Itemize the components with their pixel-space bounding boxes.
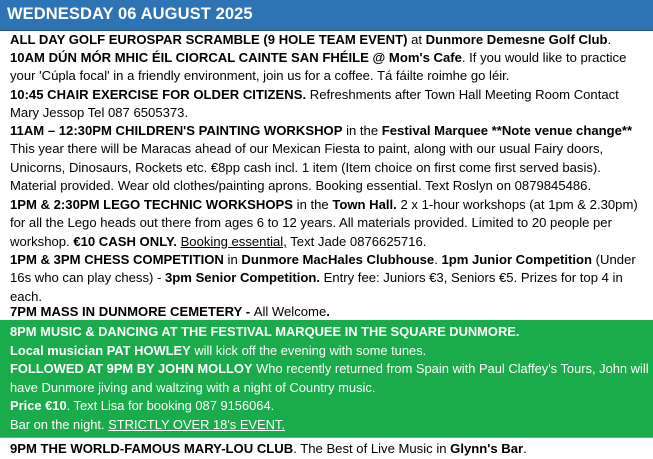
event-painting-workshop: 11AM – 12:30PM CHILDREN'S PAINTING WORKSHOP in the Festival Marquee **Note venue change** This year there will be Maracas ahead of our Mexican Fiesta to paint, along with our usual Fairy doors, Unicorns, Dinosaurs, Rockets etc. €8pp cash incl. 1 item (Item choice on first come first served basis). Material provided. Wear old clothes/painting aprons. Booking essential. Text Roslyn on 0879845486. [0,122,653,196]
event-title: 7PM MASS IN DUNMORE CEMETERY - [10,304,254,319]
event-venue: Dunmore MacHales Clubhouse [241,252,435,267]
divider [0,437,653,438]
event-description: All Welcome [253,304,327,319]
event-chess-competition: 1PM & 3PM CHESS COMPETITION in Dunmore MacHales Clubhouse. 1pm Junior Competition (Under 16s who can play chess) - 3pm Senior Competition. Entry fee: Juniors €3, Seniors €5. Prizes for top 4 in each. [10,252,636,304]
date-title: WEDNESDAY 06 AUGUST 2025 [7,5,253,23]
bar-note: Bar on the night. [10,416,109,432]
event-price: €10 CASH ONLY. [73,233,177,249]
event-cemetery-mass: 7PM MASS IN DUNMORE CEMETERY - All Welcome. [10,304,330,319]
event-title: 11AM – 12:30PM CHILDREN'S PAINTING WORKSHOP [10,123,343,138]
booking-contact: . Text Lisa for booking 087 9156064. [66,398,275,414]
event-description: Refreshments after Town Hall Meeting Room Contact Mary Jessop Tel 087 6505373. [10,87,619,121]
event-venue: Festival Marquee **Note venue change** [381,123,633,138]
event-description: 2 x 1-hour workshops (at 1pm & 2.30pm) for all the Lego heads out there from ages 6 to 12 years. All materials provided. Limited to 20 people per workshop. [10,197,638,249]
opening-act: Local musician PAT HOWLEY [10,342,191,358]
date-header [0,0,653,31]
event-description: . If you would like to practice your 'Cúpla focal' in a friendly environment, join us for a coffee. Tá fáilte roimhe go léir. [10,50,627,84]
event-music-dancing-highlight: 8PM MUSIC & DANCING AT THE FESTIVAL MARQUEE IN THE SQUARE DUNMORE. Local musician PAT HOWLEY will kick off the evening with some tunes. FOLLOWED AT 9PM BY JOHN MOLLOY Who recently returned from Spain with Paul Claffey's Tours, John will have Dunmore jiving and waltzing with a night of Country music. Price €10. Text Lisa for booking 087 9156064. Bar on the night. STRICTLY OVER 18's EVENT. [0,320,653,437]
event-title: ALL DAY GOLF EUROSPAR SCRAMBLE (9 HOLE TEAM EVENT) [10,32,408,47]
booking-note: Booking essential, [180,233,287,249]
senior-competition: 3pm Senior Competition. [165,270,320,286]
event-title: 8PM MUSIC & DANCING AT THE FESTIVAL MARQUEE IN THE SQUARE DUNMORE. [10,324,520,339]
event-title: 1PM & 3PM CHESS COMPETITION [10,252,224,267]
event-description: (Under 16s who can play chess) - [10,252,636,286]
age-restriction: STRICTLY OVER 18's EVENT. [108,416,285,432]
event-mary-lou-club: 9PM THE WORLD-FAMOUS MARY-LOU CLUB. The Best of Live Music in Glynn's Bar. [10,441,527,456]
event-description: This year there will be Maracas ahead of our Mexican Fiesta to paint, along with our usual Fairy doors, Unicorns, Dinosaurs, Rockets etc. €8pp cash incl. 1 item (Item choice on first come first served basis). Material provided. Wear old clothes/painting aprons. Booking essential. Text Roslyn on 0879845486. [10,141,604,194]
event-irish-conversation [0,49,653,86]
entry-fee: Entry fee: Juniors €3, Seniors €5. Prizes for top 4 in each. [10,270,623,304]
event-venue: Glynn's Bar [450,441,524,456]
junior-competition: 1pm Junior Competition [441,252,593,267]
event-venue: Town Hall. [332,197,397,212]
event-chair-exercise [0,86,653,123]
event-venue: Dunmore Demesne Golf Club [425,32,608,47]
event-title: 10:45 CHAIR EXERCISE FOR OLDER CITIZENS. [10,87,307,102]
event-lego-workshops: 1PM & 2:30PM LEGO TECHNIC WORKSHOPS in the Town Hall. 2 x 1-hour workshops (at 1pm & 2.30pm) for all the Lego heads out there from ages 6 to 12 years. All materials provided. Limited to 20 people per workshop. €10 CASH ONLY. Booking essential, Text Jade 0876625716. [10,197,638,249]
event-price: Price €10 [10,398,67,414]
headline-act: FOLLOWED AT 9PM BY JOHN MOLLOY [10,361,253,377]
event-description: . The Best of Live Music in [293,441,451,456]
event-golf-scramble: ALL DAY GOLF EUROSPAR SCRAMBLE (9 HOLE TEAM EVENT) at Dunmore Demesne Golf Club. [10,32,612,47]
booking-contact: Text Jade 0876625716. [286,233,427,249]
event-title: 9PM THE WORLD-FAMOUS MARY-LOU CLUB [10,441,294,456]
event-title: 1PM & 2:30PM LEGO TECHNIC WORKSHOPS [10,197,294,212]
event-title: 10AM DÚN MÓR MHIC ÉIL CIORCAL CAINTE SAN FHÉILE @ Mom's Cafe [10,50,462,65]
